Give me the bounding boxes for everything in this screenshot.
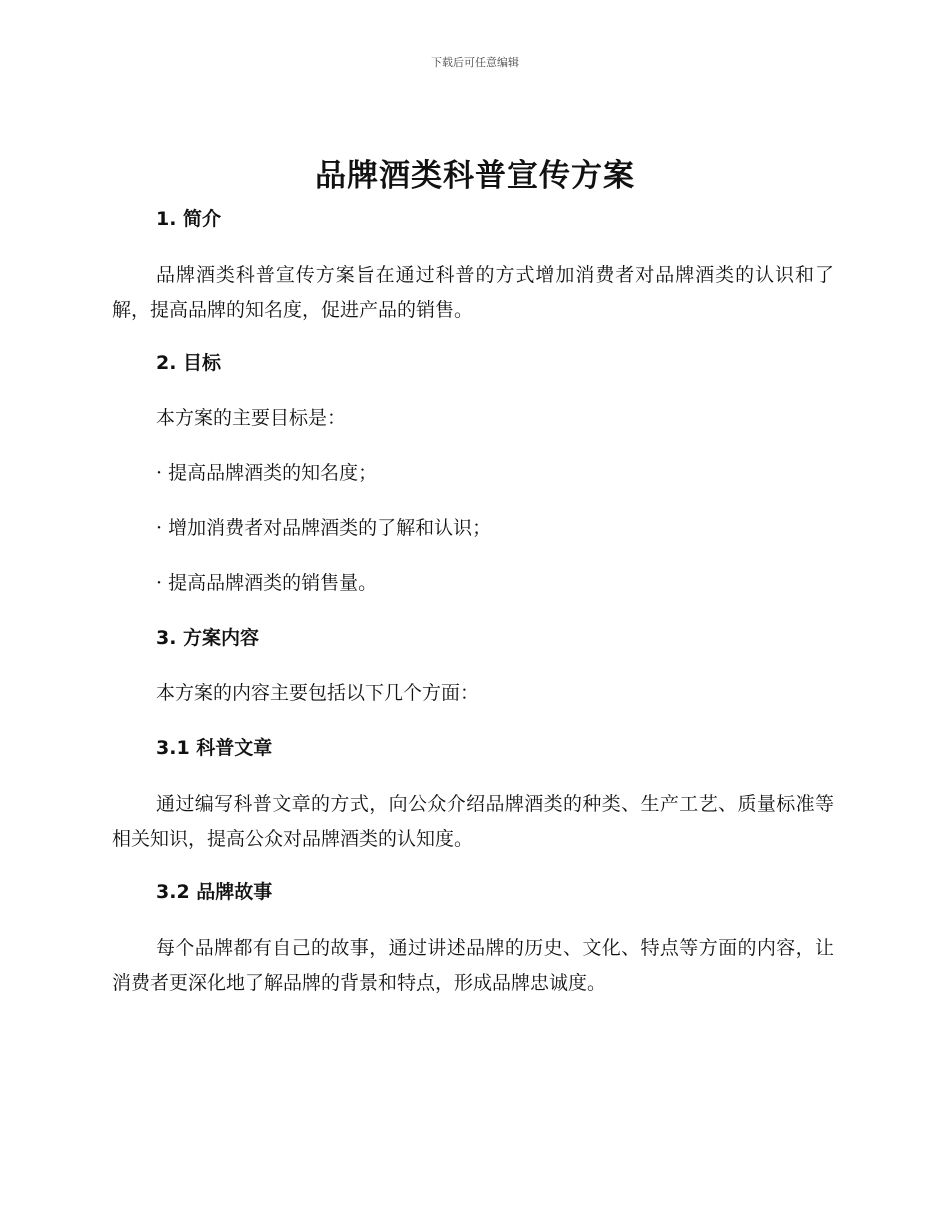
document-body	[112, 204, 834, 1001]
section-heading-articles: 3.1 科普文章	[156, 737, 273, 759]
section-heading-content: 3. 方案内容	[156, 627, 260, 649]
section-heading-story: 3.2 品牌故事	[156, 881, 273, 903]
paragraph-content-lead: 本方案的内容主要包括以下几个方面：	[156, 682, 480, 704]
section-heading-intro: 1. 简介	[156, 208, 222, 230]
paragraph-goals-lead: 本方案的主要目标是：	[156, 407, 347, 429]
list-item-goal-1: · 提高品牌酒类的知名度；	[156, 462, 378, 484]
paragraph-story: 每个品牌都有自己的故事，通过讲述品牌的历史、文化、特点等方面的内容，让消费者更深化地了解品牌的背景和特点，形成品牌忠诚度。	[112, 937, 834, 994]
paragraph-articles: 通过编写科普文章的方式，向公众介绍品牌酒类的种类、生产工艺、质量标准等相关知识，提高公众对品牌酒类的认知度。	[112, 793, 834, 850]
document-title: 品牌酒类科普宣传方案	[315, 158, 635, 194]
list-item-goal-3: · 提高品牌酒类的销售量。	[156, 572, 378, 594]
header-note: 下载后可任意编辑	[431, 56, 519, 69]
list-item-goal-2: · 增加消费者对品牌酒类的了解和认识；	[156, 517, 492, 539]
paragraph-intro: 品牌酒类科普宣传方案旨在通过科普的方式增加消费者对品牌酒类的认识和了解，提高品牌的知名度，促进产品的销售。	[112, 264, 834, 321]
section-heading-goals: 2. 目标	[156, 352, 222, 374]
